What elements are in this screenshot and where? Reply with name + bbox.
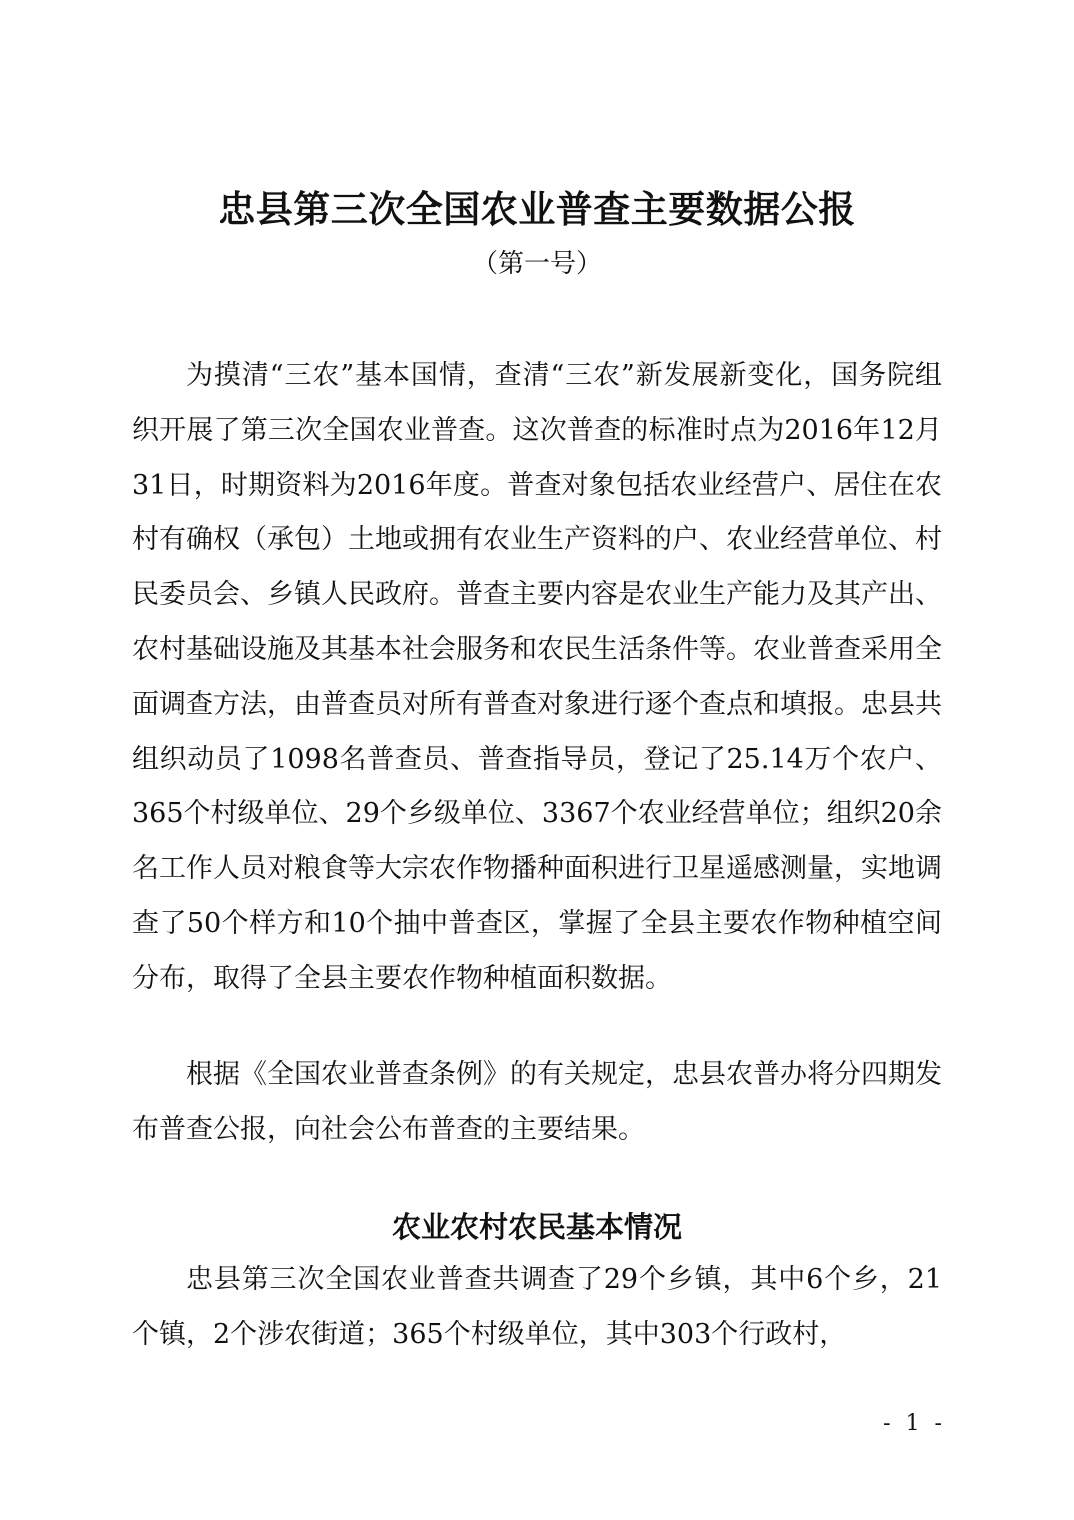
release-plan-paragraph: 根据《全国农业普查条例》的有关规定，忠县农普办将分四期发布普查公报，向社会公布普查的主要结果。: [132, 1059, 942, 1145]
page-number: - 1 -: [883, 1411, 946, 1436]
document-subtitle: （第一号）: [471, 249, 602, 279]
section-heading: 农业农村农民基本情况: [391, 1210, 682, 1244]
intro-paragraph: 为摸清“三农”基本国情，查清“三农”新发展新变化，国务院组织开展了第三次全国农业普查。这次普查的标准时点为2016年12月31日，时期资料为2016年度。普查对象包括农业经营户、居住在农村有确权（承包）土地或拥有农业生产资料的户、农业经营单位、村民委员会、乡镇人民政府。普查主要内容是农业生产能力及其产出、农村基础设施及其基本社会服务和农民生活条件等。农业普查采用全面调查方法，由普查员对所有普查对象进行逐个查点和填报。忠县共组织动员了1098名普查员、普查指导员，登记了25.14万个农户、365个村级单位、29个乡级单位、3367个农业经营单位；组织20余名工作人员对粮食等大宗农作物播种面积进行卫星遥感测量，实地调查了50个样方和10个抽中普查区，掌握了全县主要农作物种植空间分布，取得了全县主要农作物种植面积数据。: [132, 360, 942, 994]
section-paragraph: 忠县第三次全国农业普查共调查了29个乡镇，其中6个乡，21个镇，2个涉农街道；365个村级单位，其中303个行政村，: [132, 1264, 942, 1350]
document-title: 忠县第三次全国农业普查主要数据公报: [218, 188, 856, 231]
